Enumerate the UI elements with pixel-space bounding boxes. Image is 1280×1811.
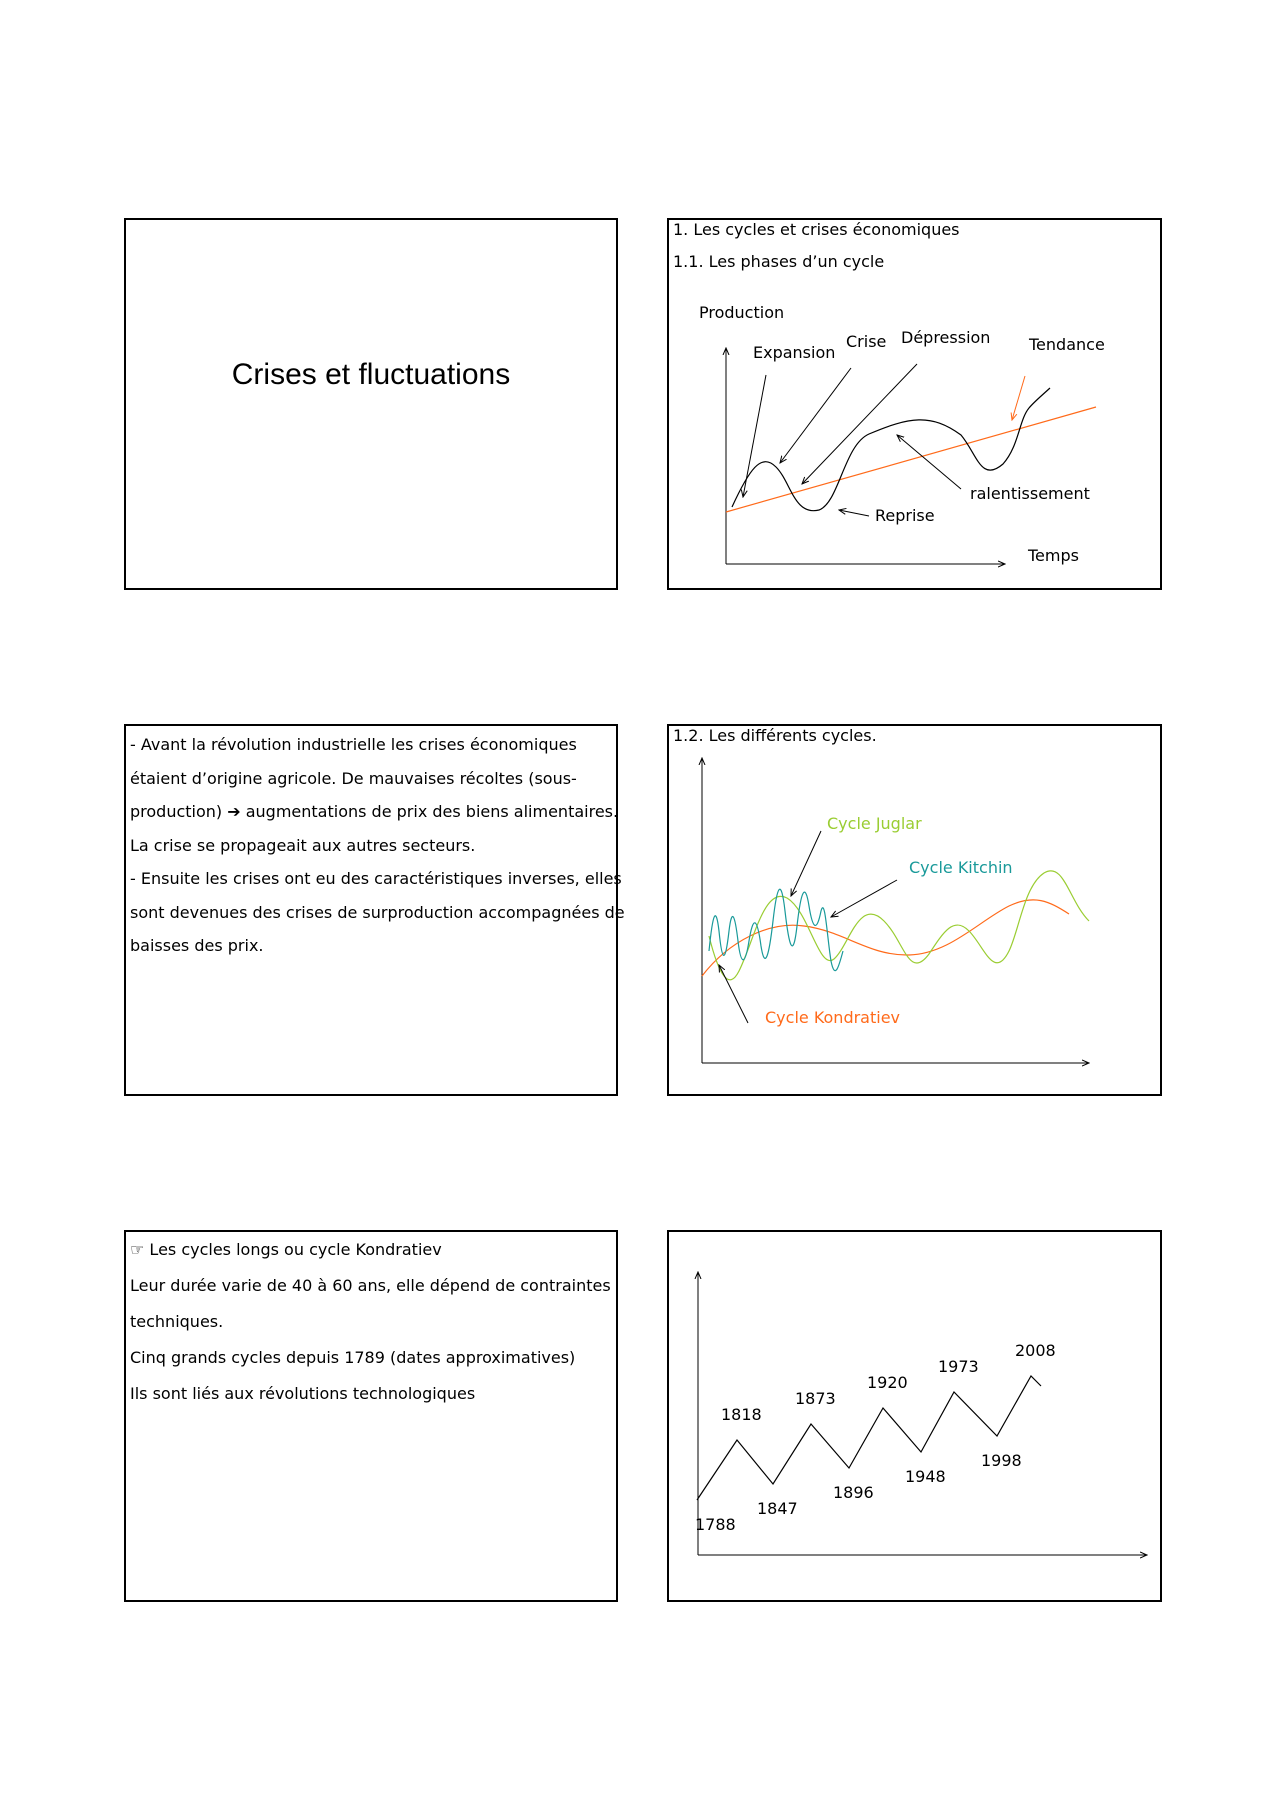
- text-line: baisses des prix.: [130, 936, 264, 955]
- kondratiev-line: [697, 1376, 1041, 1500]
- text-line: La crise se propageait aux autres secteurs.: [130, 835, 476, 855]
- presentation-title: Crises et fluctuations: [231, 358, 511, 391]
- text-line: production) ➔ augmentations de prix des biens alimentaires.: [130, 802, 619, 821]
- text-line: ☞ Les cycles longs ou cycle Kondratiev: [130, 1240, 442, 1259]
- label-ralentissement: ralentissement: [970, 484, 1090, 503]
- year-label: 1896: [833, 1483, 874, 1502]
- label-expansion: Expansion: [753, 343, 836, 362]
- kondratiev-text: [130, 1232, 611, 1412]
- slide-crises-history: [124, 724, 625, 1096]
- year-label: 1948: [905, 1467, 946, 1486]
- text-line: techniques.: [130, 1312, 224, 1331]
- slide-cycle-phases: [667, 218, 1162, 590]
- label-depression: Dépression: [901, 328, 991, 347]
- label-juglar: Cycle Juglar: [827, 814, 922, 833]
- section-heading: 1. Les cycles et crises économiques: [673, 220, 960, 239]
- x-axis-label: Temps: [1028, 546, 1079, 565]
- year-label: 1818: [721, 1405, 762, 1424]
- juglar-curve: [709, 871, 1089, 980]
- year-label: 1873: [795, 1389, 836, 1408]
- cycle-phases-chart: [669, 220, 1164, 592]
- label-reprise: Reprise: [875, 506, 935, 525]
- text-line: Cinq grands cycles depuis 1789 (dates approximatives): [130, 1348, 576, 1367]
- cycles-chart: [669, 726, 1164, 1098]
- subsection-heading: 1.1. Les phases d’un cycle: [673, 252, 885, 271]
- label-crise: Crise: [846, 332, 887, 351]
- year-label: 2008: [1015, 1341, 1056, 1360]
- slide-kondratiev-cycles: [124, 1230, 618, 1602]
- label-kondratiev: Cycle Kondratiev: [765, 1008, 901, 1027]
- year-label: 1998: [981, 1451, 1022, 1470]
- y-axis-label: Production: [699, 303, 785, 322]
- text-line: - Ensuite les crises ont eu des caractéristiques inverses, elles: [130, 869, 622, 888]
- slide-title: [124, 218, 618, 590]
- text-line: sont devenues des crises de surproduction accompagnées de: [130, 902, 625, 922]
- section-heading: 1.2. Les différents cycles.: [673, 726, 877, 745]
- year-label: 1920: [867, 1373, 908, 1392]
- text-line: Ils sont liés aux révolutions technologiques: [130, 1384, 476, 1403]
- text-line: étaient d’origine agricole. De mauvaises récoltes (sous-: [130, 768, 577, 788]
- label-tendance: Tendance: [1029, 335, 1105, 354]
- label-kitchin: Cycle Kitchin: [909, 858, 1013, 877]
- year-label: 1973: [938, 1357, 979, 1376]
- text-line: Leur durée varie de 40 à 60 ans, elle dépend de contraintes: [130, 1276, 611, 1295]
- text-line: - Avant la révolution industrielle les crises économiques: [130, 735, 577, 754]
- kondratiev-dates-chart: [669, 1232, 1164, 1604]
- slide-different-cycles: [667, 724, 1162, 1096]
- year-label: 1847: [757, 1499, 798, 1518]
- history-text: [130, 728, 625, 963]
- year-label: 1788: [695, 1515, 736, 1534]
- slide-kondratiev-dates: [667, 1230, 1162, 1602]
